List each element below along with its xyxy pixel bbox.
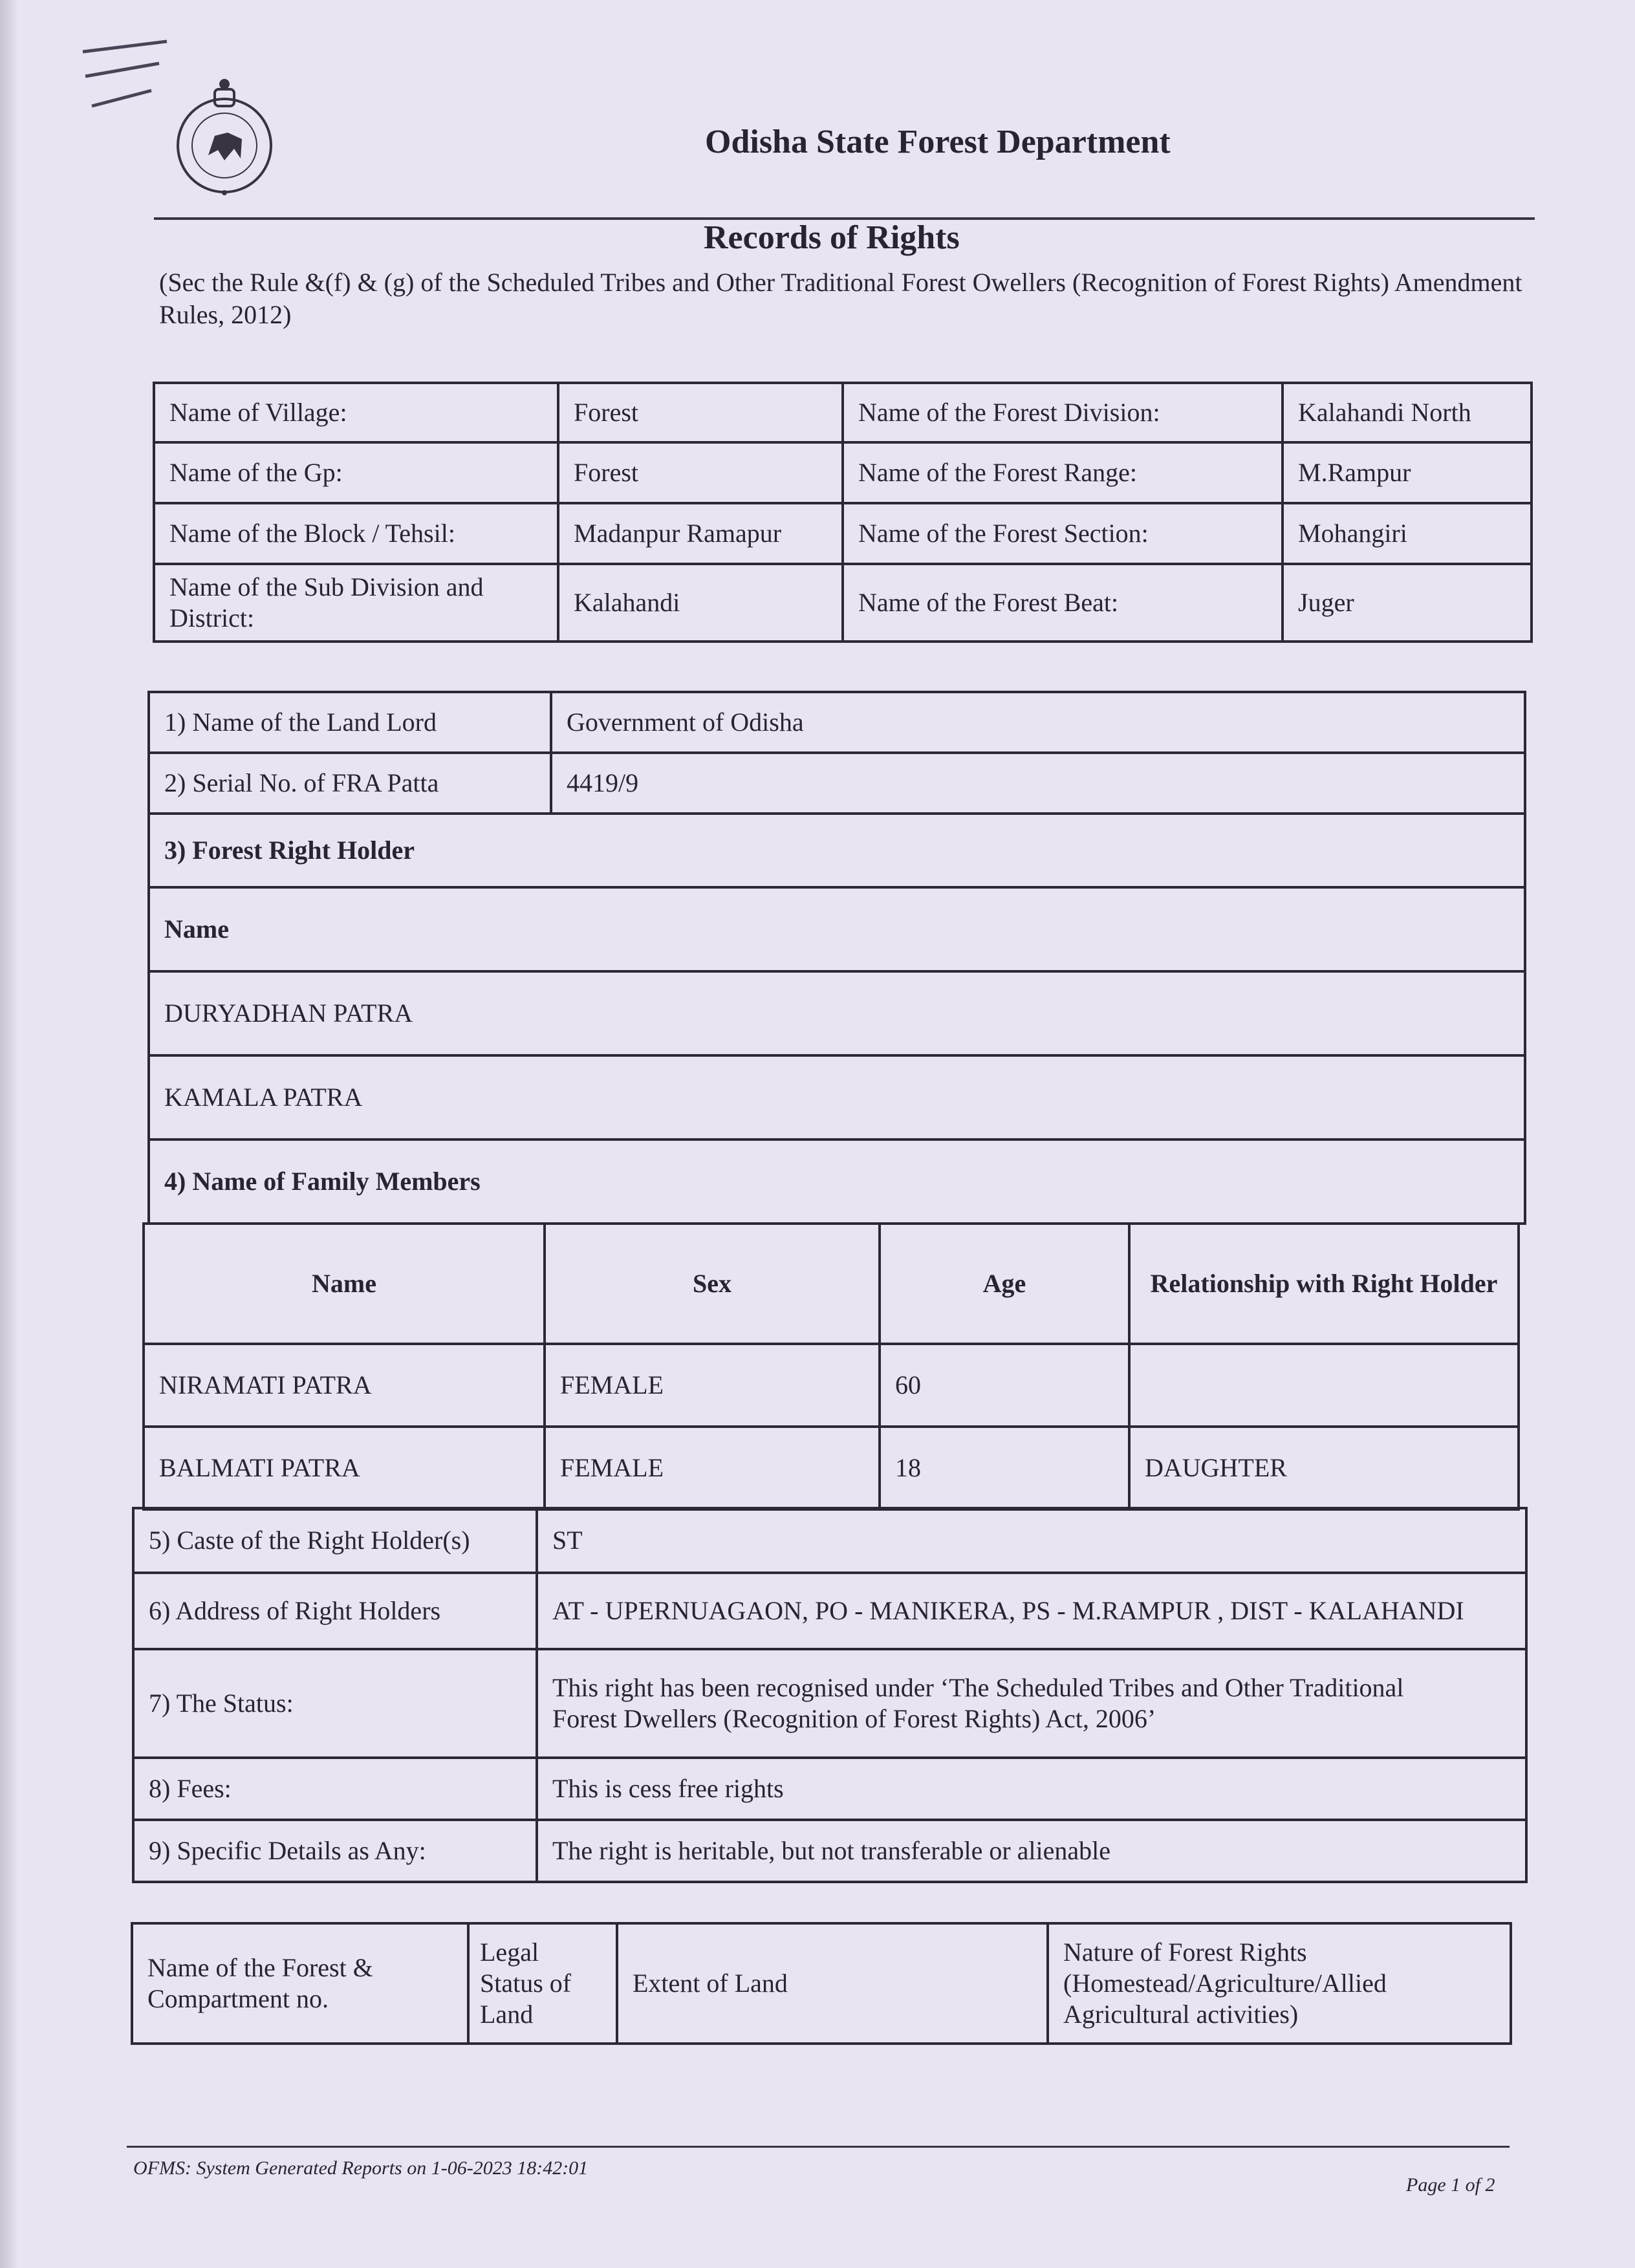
table-row: [154, 503, 1532, 564]
forest-range-label: Name of the Forest Range:: [843, 442, 1283, 503]
gp-value: Forest: [558, 442, 843, 503]
table-row: [144, 1344, 1519, 1427]
subdivision-value: Kalahandi: [558, 564, 843, 642]
table-row: [133, 1508, 1526, 1573]
forest-beat-label: Name of the Forest Beat:: [843, 564, 1283, 642]
legal-status-label: Legal Status of Land: [468, 1923, 617, 2044]
table-row: [149, 1139, 1525, 1224]
member-sex: FEMALE: [545, 1344, 880, 1427]
block-label: Name of the Block / Tehsil:: [154, 503, 558, 564]
table-row: [154, 383, 1532, 442]
table-row: [133, 1758, 1526, 1820]
village-value: Forest: [558, 383, 843, 442]
column-header-name: Name: [144, 1224, 545, 1344]
specific-details-value: The right is heritable, but not transferable or alienable: [537, 1820, 1526, 1882]
address-label: 6) Address of Right Holders: [133, 1573, 537, 1649]
table-row: [154, 442, 1532, 503]
table-row: [149, 814, 1525, 887]
table-row: [133, 1649, 1526, 1758]
family-members-table: [142, 1222, 1520, 1511]
odisha-emblem-seal: [169, 71, 279, 200]
right-holder-name: DURYADHAN PATRA: [149, 971, 1525, 1055]
subdivision-label: Name of the Sub Division and District:: [154, 564, 558, 642]
serial-label: 2) Serial No. of FRA Patta: [149, 753, 551, 814]
specific-details-label: 9) Specific Details as Any:: [133, 1820, 537, 1882]
forest-beat-value: Juger: [1283, 564, 1532, 642]
address-value: AT - UPERNUAGAON, PO - MANIKERA, PS - M.RAMPUR , DIST - KALAHANDI: [537, 1573, 1526, 1649]
table-row: [149, 971, 1525, 1055]
table-header-row: [144, 1224, 1519, 1344]
nature-of-rights-label: Nature of Forest Rights (Homestead/Agriculture/Allied Agricultural activities): [1048, 1923, 1511, 2044]
fees-value: This is cess free rights: [537, 1758, 1526, 1820]
member-name: BALMATI PATRA: [144, 1427, 545, 1509]
village-label: Name of Village:: [154, 383, 558, 442]
footer-divider: [127, 2146, 1510, 2148]
forest-range-value: M.Rampur: [1283, 442, 1532, 503]
page-edge-shadow: [0, 0, 17, 2268]
status-value: [537, 1649, 1526, 1758]
generated-timestamp: OFMS: System Generated Reports on 1-06-2023 18:42:01: [133, 2157, 589, 2179]
caste-label: 5) Caste of the Right Holder(s): [133, 1508, 537, 1573]
forest-section-label: Name of the Forest Section:: [843, 503, 1283, 564]
status-label: 7) The Status:: [133, 1649, 537, 1758]
status-line: Forest Dwellers (Recognition of Forest Rights) Act, 2006’: [552, 1704, 1156, 1733]
member-sex: FEMALE: [545, 1427, 880, 1509]
pen-mark: [76, 39, 173, 110]
table-row: [144, 1427, 1519, 1509]
location-table: [153, 382, 1533, 643]
rights-table: [147, 691, 1526, 1225]
column-header-relationship: Relationship with Right Holder: [1129, 1224, 1519, 1344]
column-header-sex: Sex: [545, 1224, 880, 1344]
landlord-label: 1) Name of the Land Lord: [149, 692, 551, 753]
caste-value: ST: [537, 1508, 1526, 1573]
department-title: Odisha State Forest Department: [705, 124, 1171, 160]
forest-section-value: Mohangiri: [1283, 503, 1532, 564]
forest-division-value: Kalahandi North: [1283, 383, 1532, 442]
fees-label: 8) Fees:: [133, 1758, 537, 1820]
table-row: [149, 1055, 1525, 1139]
table-row: [154, 564, 1532, 642]
table-row: [133, 1820, 1526, 1882]
details-table: [132, 1507, 1528, 1883]
table-row: [149, 692, 1525, 753]
block-value: Madanpur Ramapur: [558, 503, 843, 564]
extent-of-land-label: Extent of Land: [617, 1923, 1048, 2044]
table-row: [133, 1573, 1526, 1649]
table-row: [149, 753, 1525, 814]
member-age: 18: [880, 1427, 1129, 1509]
holder-name-heading: Name: [149, 887, 1525, 971]
member-relationship: [1129, 1344, 1519, 1427]
landlord-value: Government of Odisha: [551, 692, 1525, 753]
forest-compartment-label: Name of the Forest & Compartment no.: [132, 1923, 468, 2044]
forest-division-label: Name of the Forest Division:: [843, 383, 1283, 442]
status-line: This right has been recognised under ‘The Scheduled Tribes and Other Traditional: [552, 1673, 1404, 1702]
document-title: Records of Rights: [704, 219, 960, 256]
land-details-table: [131, 1922, 1512, 2045]
member-name: NIRAMATI PATRA: [144, 1344, 545, 1427]
serial-value: 4419/9: [551, 753, 1525, 814]
table-header-row: [132, 1923, 1511, 2044]
right-holder-name: KAMALA PATRA: [149, 1055, 1525, 1139]
gp-label: Name of the Gp:: [154, 442, 558, 503]
family-members-heading: 4) Name of Family Members: [149, 1139, 1525, 1224]
column-header-age: Age: [880, 1224, 1129, 1344]
member-relationship: DAUGHTER: [1129, 1427, 1519, 1509]
document-subtitle: (Sec the Rule &(f) & (g) of the Scheduled Tribes and Other Traditional Forest Owellers (Recognition of Forest Rights) Amendment Rules, 2012): [159, 268, 1522, 329]
table-row: [149, 887, 1525, 971]
page-number: Page 1 of 2: [1406, 2174, 1495, 2196]
right-holder-heading: 3) Forest Right Holder: [149, 814, 1525, 887]
member-age: 60: [880, 1344, 1129, 1427]
